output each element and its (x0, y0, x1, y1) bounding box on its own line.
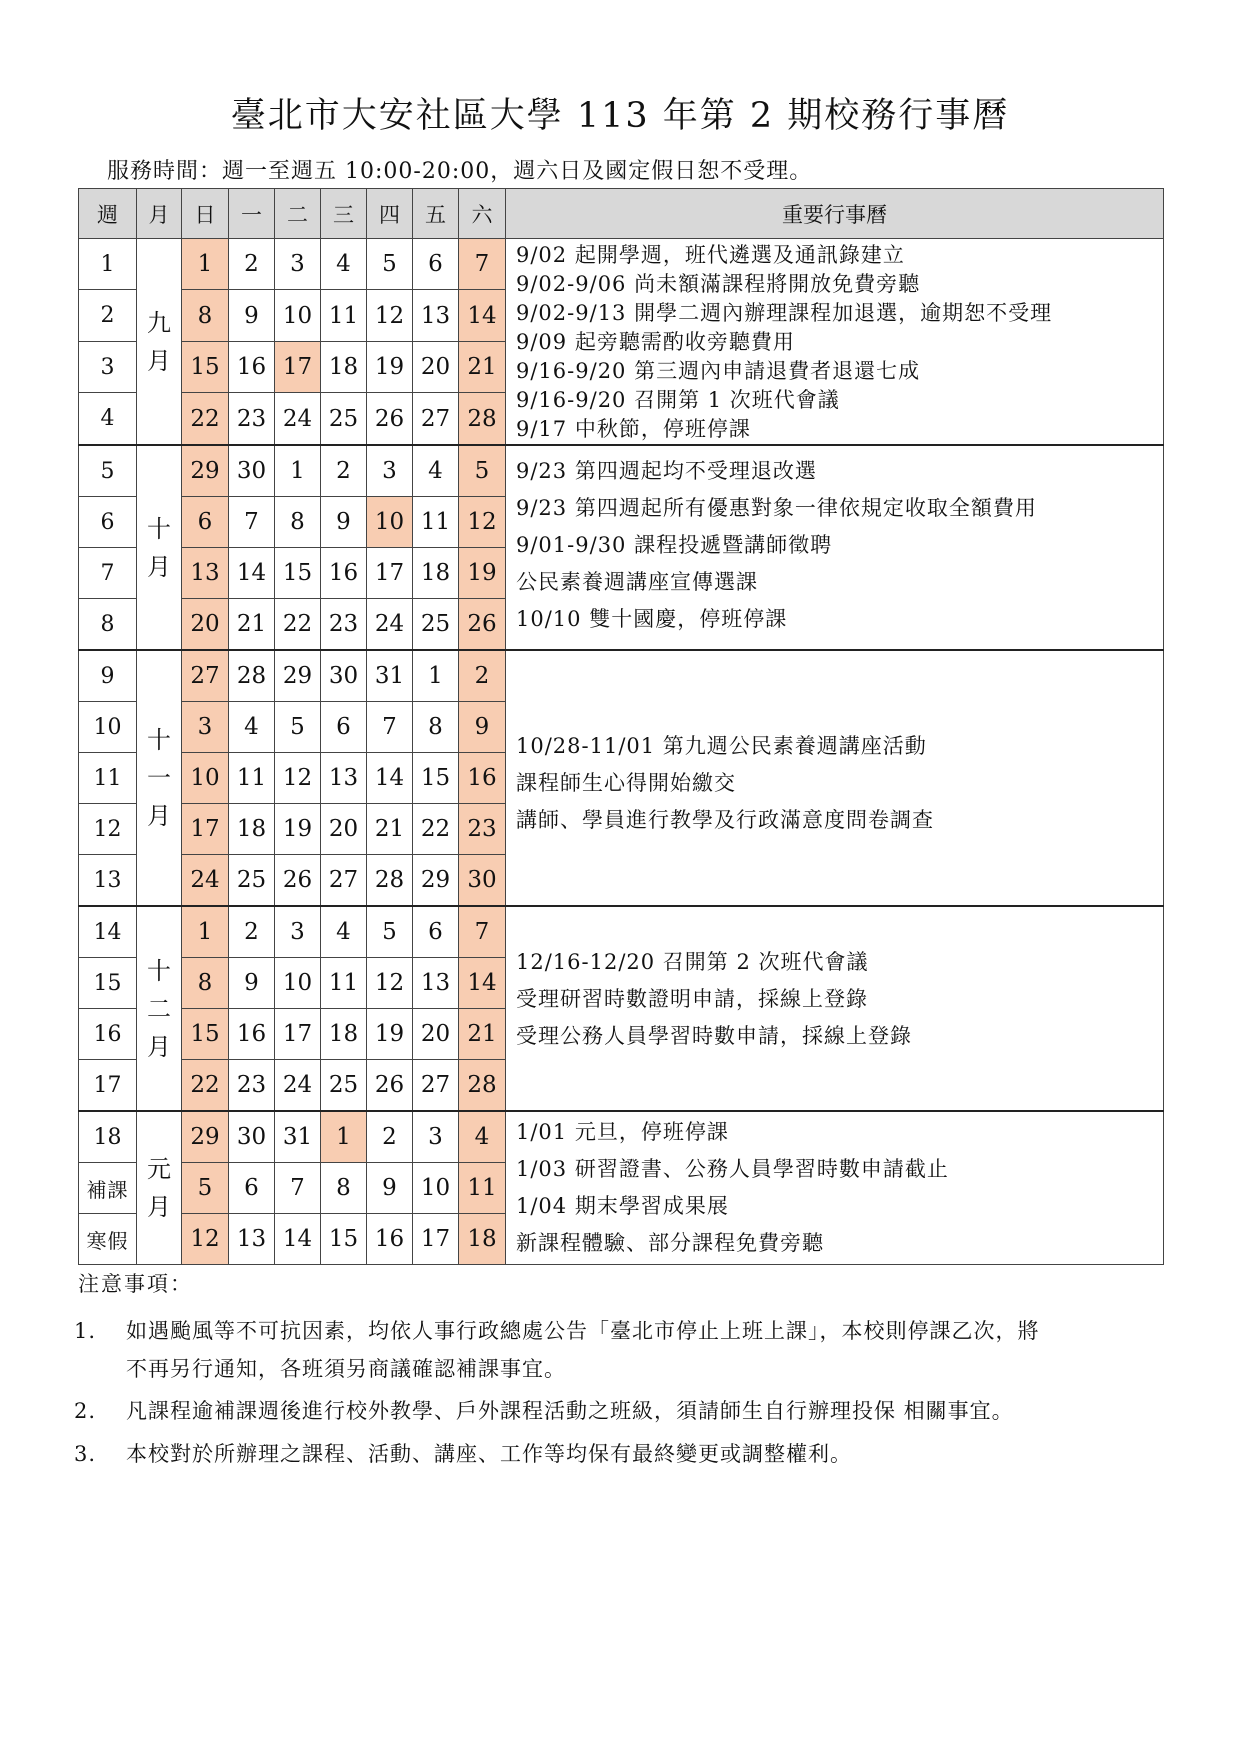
day-cell: 6 (321, 702, 367, 753)
day-cell: 5 (367, 906, 413, 958)
day-cell: 15 (413, 753, 459, 804)
event-line: 9/02-9/13 開學二週內辦理課程加退選，逾期恕不受理 (516, 301, 1053, 325)
day-cell: 10 (182, 753, 229, 804)
day-cell: 12 (459, 497, 506, 548)
calendar-table (78, 188, 1164, 1265)
month-label (137, 650, 182, 906)
event-line: 9/02 起開學週，班代遴選及通訊錄建立 (516, 243, 905, 267)
day-cell: 15 (321, 1214, 367, 1265)
day-cell: 6 (413, 906, 459, 958)
header-sun: 日 (182, 189, 229, 239)
month-label (137, 906, 182, 1111)
day-cell: 29 (182, 445, 229, 497)
note-text (126, 1392, 1236, 1430)
day-cell: 5 (459, 445, 506, 497)
day-cell: 1 (321, 1111, 367, 1163)
day-cell: 12 (367, 958, 413, 1009)
day-cell: 27 (413, 1060, 459, 1112)
day-cell: 9 (367, 1163, 413, 1214)
events-cell (506, 906, 1164, 1111)
month-char: 一 (147, 764, 171, 792)
note-line: 不再另行通知，各班須另商議確認補課事宜。 (126, 1357, 566, 1381)
day-cell: 7 (229, 497, 275, 548)
day-cell: 28 (367, 855, 413, 907)
day-cell: 8 (182, 290, 229, 341)
day-cell: 30 (321, 650, 367, 702)
month-label (137, 239, 182, 446)
day-cell: 12 (275, 753, 321, 804)
day-cell: 17 (275, 341, 321, 392)
day-cell: 6 (413, 239, 459, 290)
day-cell: 22 (275, 599, 321, 651)
day-cell: 18 (321, 1009, 367, 1060)
day-cell: 26 (367, 1060, 413, 1112)
day-cell: 24 (275, 393, 321, 445)
day-cell: 6 (229, 1163, 275, 1214)
day-cell: 3 (182, 702, 229, 753)
day-cell: 25 (321, 393, 367, 445)
event-line: 公民素養週講座宣傳選課 (516, 570, 758, 594)
event-line: 9/17 中秋節，停班停課 (516, 417, 751, 441)
note-text (126, 1312, 1236, 1388)
header-month: 月 (137, 189, 182, 239)
day-cell: 1 (182, 906, 229, 958)
day-cell: 21 (459, 1009, 506, 1060)
day-cell: 25 (229, 855, 275, 907)
month-char: 月 (147, 1032, 171, 1061)
day-cell: 5 (275, 702, 321, 753)
event-line: 10/10 雙十國慶，停班停課 (516, 607, 788, 631)
day-cell: 20 (182, 599, 229, 651)
day-cell: 24 (275, 1060, 321, 1112)
event-line: 1/03 研習證書、公務人員學習時數申請截止 (516, 1157, 949, 1181)
week-number: 1 (79, 239, 137, 290)
month-char: 月 (147, 552, 171, 581)
day-cell: 29 (182, 1111, 229, 1163)
day-cell: 10 (275, 290, 321, 341)
day-cell: 22 (413, 804, 459, 855)
day-cell: 22 (182, 393, 229, 445)
day-cell: 19 (459, 548, 506, 599)
day-cell: 4 (229, 702, 275, 753)
event-line: 受理公務人員學習時數申請，採線上登錄 (516, 1024, 912, 1048)
day-cell: 14 (229, 548, 275, 599)
month-label (137, 1111, 182, 1265)
week-row (79, 445, 1164, 497)
day-cell: 8 (321, 1163, 367, 1214)
day-cell: 4 (413, 445, 459, 497)
day-cell: 19 (367, 1009, 413, 1060)
day-cell: 21 (459, 341, 506, 392)
week-row (79, 239, 1164, 290)
header-week: 週 (79, 189, 137, 239)
day-cell: 13 (321, 753, 367, 804)
day-cell: 3 (413, 1111, 459, 1163)
calendar-body (79, 239, 1164, 1265)
day-cell: 2 (459, 650, 506, 702)
day-cell: 12 (182, 1214, 229, 1265)
day-cell: 27 (182, 650, 229, 702)
month-char: 月 (147, 1193, 171, 1221)
header-tue: 二 (275, 189, 321, 239)
event-line: 講師、學員進行教學及行政滿意度問卷調查 (516, 808, 934, 832)
month-char: 月 (147, 802, 171, 830)
note-line: 本校對於所辦理之課程、活動、講座、工作等均保有最終變更或調整權利。 (126, 1442, 852, 1466)
day-cell: 4 (459, 1111, 506, 1163)
month-char: 元 (147, 1155, 171, 1183)
day-cell: 23 (229, 393, 275, 445)
day-cell: 21 (367, 804, 413, 855)
day-cell: 28 (459, 393, 506, 445)
day-cell: 4 (321, 906, 367, 958)
note-number: 3. (74, 1442, 97, 1466)
header-wed: 三 (321, 189, 367, 239)
day-cell: 10 (413, 1163, 459, 1214)
day-cell: 1 (413, 650, 459, 702)
events-cell (506, 445, 1164, 650)
week-row (79, 650, 1164, 702)
day-cell: 14 (367, 753, 413, 804)
day-cell: 8 (413, 702, 459, 753)
week-number: 4 (79, 393, 137, 445)
day-cell: 25 (321, 1060, 367, 1112)
day-cell: 9 (459, 702, 506, 753)
day-cell: 8 (182, 958, 229, 1009)
day-cell: 22 (182, 1060, 229, 1112)
day-cell: 23 (459, 804, 506, 855)
note-number: 2. (74, 1399, 97, 1423)
week-number: 8 (79, 599, 137, 651)
day-cell: 13 (229, 1214, 275, 1265)
week-row (79, 906, 1164, 958)
day-cell: 27 (413, 393, 459, 445)
week-row (79, 1111, 1164, 1163)
day-cell: 20 (413, 1009, 459, 1060)
note-number: 1. (74, 1319, 97, 1343)
event-line: 9/09 起旁聽需酌收旁聽費用 (516, 330, 795, 354)
day-cell: 16 (459, 753, 506, 804)
day-cell: 14 (459, 958, 506, 1009)
day-cell: 20 (413, 341, 459, 392)
day-cell: 16 (367, 1214, 413, 1265)
day-cell: 11 (321, 290, 367, 341)
day-cell: 15 (182, 1009, 229, 1060)
event-line: 9/01-9/30 課程投遞暨講師徵聘 (516, 533, 833, 557)
event-line: 10/28-11/01 第九週公民素養週講座活動 (516, 734, 927, 758)
day-cell: 11 (321, 958, 367, 1009)
day-cell: 9 (321, 497, 367, 548)
day-cell: 26 (367, 393, 413, 445)
day-cell: 3 (275, 906, 321, 958)
day-cell: 20 (321, 804, 367, 855)
day-cell: 17 (182, 804, 229, 855)
day-cell: 28 (229, 650, 275, 702)
day-cell: 6 (182, 497, 229, 548)
day-cell: 9 (229, 958, 275, 1009)
day-cell: 31 (275, 1111, 321, 1163)
day-cell: 3 (275, 239, 321, 290)
day-cell: 9 (229, 290, 275, 341)
day-cell: 2 (229, 239, 275, 290)
month-char: 十 (147, 956, 171, 985)
day-cell: 7 (459, 239, 506, 290)
day-cell: 17 (275, 1009, 321, 1060)
month-label (137, 445, 182, 650)
day-cell: 14 (275, 1214, 321, 1265)
page-title: 臺北市大安社區大學 113 年第 2 期校務行事曆 (230, 96, 1010, 136)
week-number: 補課 (79, 1163, 137, 1214)
header-mon: 一 (229, 189, 275, 239)
day-cell: 24 (367, 599, 413, 651)
week-number: 14 (79, 906, 137, 958)
day-cell: 2 (229, 906, 275, 958)
day-cell: 2 (321, 445, 367, 497)
day-cell: 16 (229, 341, 275, 392)
day-cell: 10 (367, 497, 413, 548)
day-cell: 15 (275, 548, 321, 599)
notes-title: 注意事項： (78, 1272, 193, 1296)
event-line: 1/04 期末學習成果展 (516, 1194, 729, 1218)
day-cell: 25 (413, 599, 459, 651)
day-cell: 7 (275, 1163, 321, 1214)
event-line: 課程師生心得開始繳交 (516, 771, 736, 795)
month-char: 二 (147, 994, 171, 1023)
day-cell: 18 (229, 804, 275, 855)
event-line: 新課程體驗、部分課程免費旁聽 (516, 1231, 824, 1255)
day-cell: 1 (182, 239, 229, 290)
day-cell: 18 (459, 1214, 506, 1265)
week-number: 5 (79, 445, 137, 497)
week-number: 18 (79, 1111, 137, 1163)
day-cell: 16 (321, 548, 367, 599)
header-events: 重要行事曆 (506, 189, 1164, 239)
week-number: 11 (79, 753, 137, 804)
day-cell: 17 (413, 1214, 459, 1265)
day-cell: 30 (459, 855, 506, 907)
day-cell: 26 (459, 599, 506, 651)
header-row (79, 189, 1164, 239)
day-cell: 3 (367, 445, 413, 497)
month-char: 九 (147, 308, 171, 337)
day-cell: 18 (321, 341, 367, 392)
day-cell: 17 (367, 548, 413, 599)
week-number: 10 (79, 702, 137, 753)
event-line: 9/23 第四週起所有優惠對象一律依規定收取全額費用 (516, 496, 1037, 520)
week-number: 12 (79, 804, 137, 855)
service-hours: 服務時間：週一至週五 10:00-20:00，週六日及國定假日恕不受理。 (107, 159, 813, 184)
day-cell: 4 (321, 239, 367, 290)
day-cell: 12 (367, 290, 413, 341)
day-cell: 5 (182, 1163, 229, 1214)
day-cell: 7 (367, 702, 413, 753)
event-line: 受理研習時數證明申請，採線上登錄 (516, 987, 868, 1011)
events-cell (506, 1111, 1164, 1265)
event-line: 9/02-9/06 尚未額滿課程將開放免費旁聽 (516, 272, 921, 296)
day-cell: 5 (367, 239, 413, 290)
day-cell: 21 (229, 599, 275, 651)
event-line: 1/01 元旦，停班停課 (516, 1120, 729, 1144)
week-number: 17 (79, 1060, 137, 1112)
event-line: 12/16-12/20 召開第 2 次班代會議 (516, 950, 869, 974)
week-number: 7 (79, 548, 137, 599)
day-cell: 2 (367, 1111, 413, 1163)
note-line: 凡課程逾補課週後進行校外教學、戶外課程活動之班級，須請師生自行辦理投保 相關事宜。 (126, 1399, 1014, 1423)
day-cell: 30 (229, 445, 275, 497)
month-char: 十 (147, 726, 171, 754)
header-thu: 四 (367, 189, 413, 239)
day-cell: 13 (413, 958, 459, 1009)
day-cell: 14 (459, 290, 506, 341)
day-cell: 8 (275, 497, 321, 548)
day-cell: 19 (275, 804, 321, 855)
week-number: 16 (79, 1009, 137, 1060)
day-cell: 7 (459, 906, 506, 958)
events-cell (506, 650, 1164, 906)
header-fri: 五 (413, 189, 459, 239)
note-text (126, 1435, 1236, 1473)
day-cell: 30 (229, 1111, 275, 1163)
event-line: 9/23 第四週起均不受理退改選 (516, 459, 817, 483)
day-cell: 29 (275, 650, 321, 702)
day-cell: 23 (321, 599, 367, 651)
day-cell: 13 (182, 548, 229, 599)
month-char: 十 (147, 514, 171, 543)
month-char: 月 (147, 346, 171, 375)
day-cell: 16 (229, 1009, 275, 1060)
week-number: 13 (79, 855, 137, 907)
event-line: 9/16-9/20 第三週內申請退費者退還七成 (516, 359, 921, 383)
events-cell (506, 239, 1164, 446)
event-line: 9/16-9/20 召開第 1 次班代會議 (516, 388, 840, 412)
week-number: 3 (79, 341, 137, 392)
day-cell: 11 (459, 1163, 506, 1214)
day-cell: 13 (413, 290, 459, 341)
day-cell: 27 (321, 855, 367, 907)
week-number: 寒假 (79, 1214, 137, 1265)
day-cell: 29 (413, 855, 459, 907)
day-cell: 10 (275, 958, 321, 1009)
day-cell: 11 (229, 753, 275, 804)
week-number: 9 (79, 650, 137, 702)
header-sat: 六 (459, 189, 506, 239)
day-cell: 15 (182, 341, 229, 392)
week-number: 2 (79, 290, 137, 341)
day-cell: 26 (275, 855, 321, 907)
week-number: 15 (79, 958, 137, 1009)
day-cell: 1 (275, 445, 321, 497)
day-cell: 11 (413, 497, 459, 548)
day-cell: 19 (367, 341, 413, 392)
day-cell: 18 (413, 548, 459, 599)
day-cell: 28 (459, 1060, 506, 1112)
day-cell: 23 (229, 1060, 275, 1112)
day-cell: 31 (367, 650, 413, 702)
day-cell: 24 (182, 855, 229, 907)
week-number: 6 (79, 497, 137, 548)
note-line: 如遇颱風等不可抗因素，均依人事行政總處公告「臺北市停止上班上課」，本校則停課乙次，將 (126, 1319, 1040, 1343)
